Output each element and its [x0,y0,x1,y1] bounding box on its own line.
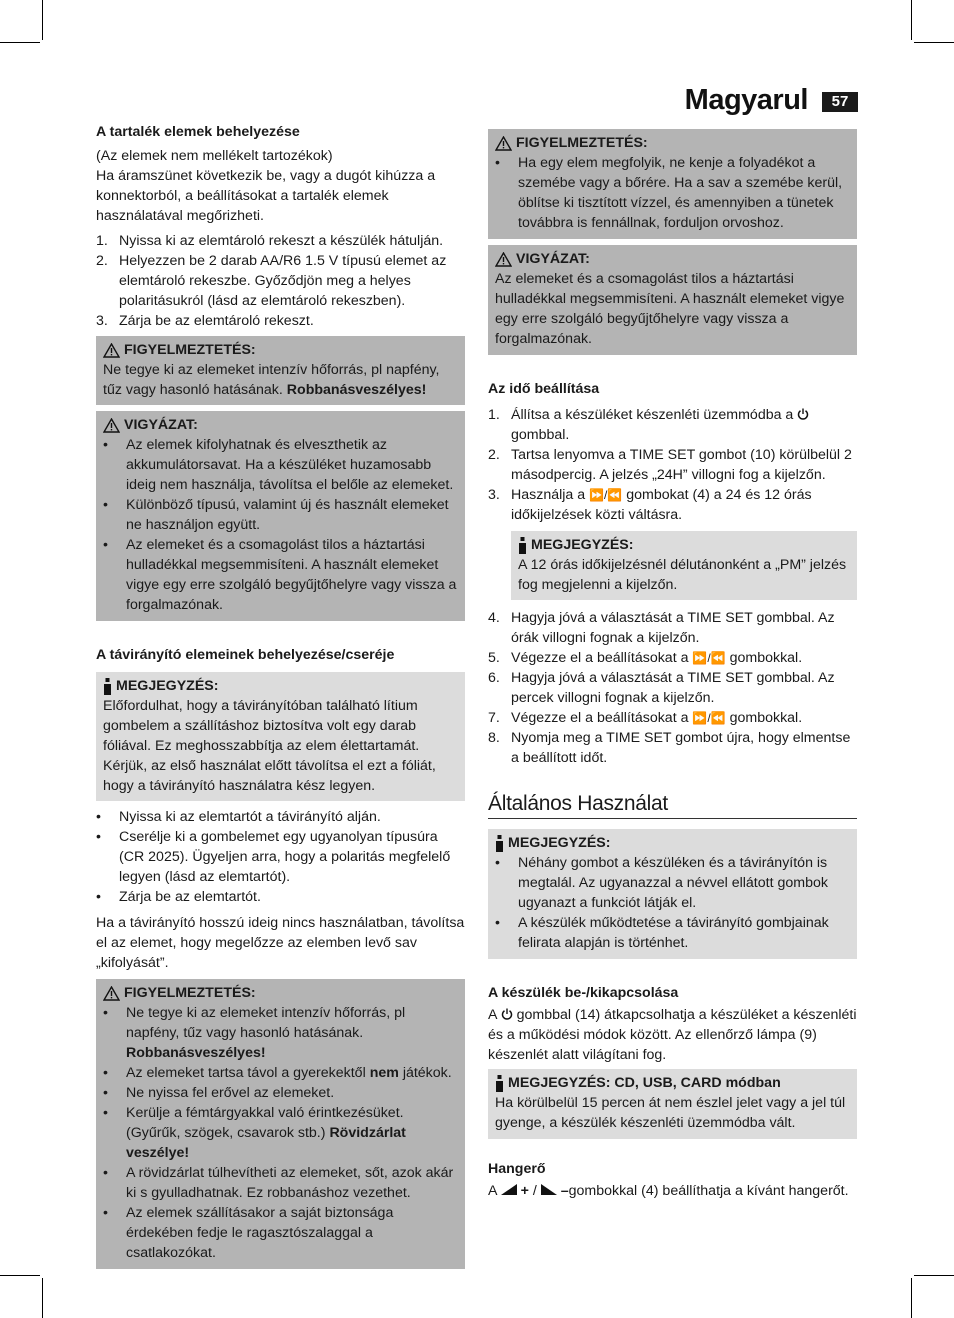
warning-box [488,129,857,239]
list-item: • A rövidzárlat túlhevítheti az elemeket, sőt, azok akár ki s gyulladhatnak. Ez robbanáshoz vezethet. [103,1165,454,1201]
note-text: Előfordulhat, hogy a távirányítóban található lítium gombelem a szállításhoz biztosítva volt egy darab fóliával. Ez meghosszabbítja az elem élettartamát. Kérjük, az első használat előtt távolítsa el ezt a fóliát, hogy a távirányító használatra kész legyen. [103,698,436,794]
note-box [488,1069,857,1139]
list-item: 5. Végezze el a beállításokat a ⏩/⏪ gombokkal. [488,650,803,666]
list-item: • Az elemeket és a csomagolást tilos a háztartási hulladékkal megsemmisíteni. A használt elemeket vigye egy erre szolgáló begyűjtőhelyre vagy vissza a forgalmazónak. [103,537,457,613]
fast-forward-rewind-icon: ⏩/⏪ [692,711,726,725]
note-text: A 12 órás időkijelzésnél délutánonként a „PM” jelzés fog megjelenni a kijelzőn. [518,557,847,593]
note-text: Ha körülbelül 15 percen át nem észlel jelet vagy a jel túl gyenge, a készülék készenléti üzemmódba vált. [495,1095,846,1131]
numbered-list [488,405,857,525]
list-item: 3. Zárja be az elemtároló rekeszt. [96,313,314,329]
warning-box [96,979,465,1269]
numbered-list [96,231,465,331]
note-box [488,829,857,959]
crop-mark [42,0,43,40]
paragraph: Ha a távirányító hosszú ideig nincs használatban, távolítsa el az elemet, hogy megelőzze az elemben levő sav „kifolyását”. [96,915,465,971]
page-number: 57 [822,92,858,112]
paragraph: A gombbal (14) átkapcsolhatja a készüléket a készenléti és a működési módok között. Az ellenőrző lámpa (9) készenlét alatt világítani fog. [488,1007,857,1063]
left-column [96,122,465,1269]
list-item: • Kerülje a fémtárgyakkal való érintkezésüket. (Gyűrűk, szögek, csavarok stb.) Rövidzárlat veszélye! [103,1105,406,1161]
note-title: MEGJEGYZÉS: [116,678,219,694]
note-title: MEGJEGYZÉS: [508,835,611,851]
list-item: 4. Hagyja jóvá a választását a TIME SET gombbal. Az órák villogni fognak a kijelzőn. [488,610,835,646]
volume-down-icon [541,1184,557,1195]
list-item: • Ha egy elem megfolyik, ne kenje a folyadékot a szemébe vagy a bőrére. Ha a sav a szemébe kerül, öblítse ki tisztított vízzel, és amennyiben a tünetek továbbra is fennállnak, forduljon orvoshoz. [495,155,843,231]
warning-text: Ne tegye ki az elemeket intenzív hőforrás, pl napfény, tűz vagy hasonló hatásának. Robbanásveszélyes! [103,362,440,398]
caution-text: Az elemeket és a csomagolást tilos a háztartási hulladékkal megsemmisíteni. A használt elemeket vigye egy erre szolgáló begyűjtőhelyre vagy vissza a forgalmazónak. [495,271,845,347]
info-icon [103,678,112,695]
crop-mark [0,1275,40,1276]
list-item: 3. Használja a ⏩/⏪ gombokat (4) a 24 és 12 órás időkijelzések közti váltásra. [488,487,812,523]
power-icon [797,408,809,420]
caution-box [488,245,857,355]
list-item: • Cserélje ki a gombelemet egy ugyanolyan típusúra (CR 2025). Ügyeljen arra, hogy a polaritás megfelelő legyen (lásd az elemtartót). [96,829,451,885]
warning-box [96,336,465,405]
bullet-list [495,853,850,953]
section-title-backup-batteries: A tartalék elemek behelyezése [96,124,300,140]
list-item: • Különböző típusú, valamint új és használt elemeket ne használjon együtt. [103,497,449,533]
warning-icon [103,343,120,358]
numbered-list [488,608,857,768]
list-item: 6. Hagyja jóvá a választását a TIME SET gombbal. Az percek villogni fognak a kijelzőn. [488,670,835,706]
list-item: 1. Állítsa a készüléket készenléti üzemmódba a gombbal. [488,405,857,445]
crop-mark [911,0,912,40]
list-item: • Ne nyissa fel erővel az elemeket. [103,1085,335,1101]
paragraph: (Az elemek nem mellékelt tartozékok) [96,148,333,164]
crop-mark [42,1278,43,1318]
list-item: 2. Helyezzen be 2 darab AA/R6 1.5 V típusú elemet az elemtároló rekeszbe. Győződjön meg a helyes polaritásukról (lásd az elemtároló rekeszben). [96,253,447,309]
list-item: 8. Nyomja meg a TIME SET gombot újra, hogy elmentse a beállított időt. [488,730,851,766]
section-title-on-off: A készülék be-/kikapcsolása [488,985,679,1001]
caution-title: VIGYÁZAT: [516,251,590,267]
section-title-time-setting: Az idő beállítása [488,381,600,397]
list-item: • Az elemeket tartsa távol a gyerekektől nem játékok. [103,1065,452,1081]
right-column [488,129,857,1201]
note-box [96,672,465,801]
crop-mark [914,1275,954,1276]
list-item: 1. Nyissa ki az elemtároló rekeszt a készülék hátulján. [96,233,444,249]
section-title-remote-batteries: A távirányító elemeinek behelyezése/cseréje [96,647,395,663]
note-title: MEGJEGYZÉS: CD, USB, CARD módban [508,1075,781,1091]
list-item: • Az elemek kifolyhatnak és elveszthetik az akkumulátorsavat. Ha a készüléket huzamosabb ideig nem használja, távolítsa el belőle az elemeket. [103,437,454,493]
warning-icon [495,136,512,151]
list-item: • Nyissa ki az elemtartót a távirányító alján. [96,809,381,825]
crop-mark [0,42,40,43]
list-item: • Néhány gombot a készüléken és a távirányítón is megtalál. Az ugyanazzal a névvel ellátott gombok ugyanazt a funkciót látják el. [495,855,828,911]
caution-title: VIGYÁZAT: [124,417,198,433]
list-item: • A készülék működtetése a távirányító gombjainak felirata alapján is történhet. [495,915,829,951]
page-title: Magyarul [684,84,808,116]
volume-up-icon [501,1184,517,1195]
bullet-list [103,435,458,615]
list-item: • Az elemek szállításakor a saját biztonsága érdekében fedje le ragasztószalaggal a csatlakozókat. [103,1205,394,1261]
crop-mark [911,1278,912,1318]
info-icon [495,835,504,852]
info-icon [518,537,527,554]
paragraph: A + / –gombokkal (4) beállíthatja a kívánt hangerőt. [488,1183,849,1199]
warning-icon [495,252,512,267]
info-icon [495,1075,504,1092]
caution-box [96,411,465,621]
warning-title: FIGYELMEZTETÉS: [124,985,256,1001]
bullet-list [495,153,850,233]
note-box [511,531,857,600]
paragraph: Ha áramszünet következik be, vagy a dugót kihúzza a konnektorból, a beállításokat a tartalék elemek használatával megőrizheti. [96,168,436,224]
power-icon [501,1008,513,1020]
fast-forward-rewind-icon: ⏩/⏪ [589,488,623,502]
bullet-list [103,1003,458,1263]
section-title-volume: Hangerő [488,1161,546,1177]
note-title: MEGJEGYZÉS: [531,537,634,553]
warning-title: FIGYELMEZTETÉS: [124,342,256,358]
warning-icon [103,418,120,433]
list-item: • Ne tegye ki az elemeket intenzív hőforrás, pl napfény, tűz vagy hasonló hatásának. Robbanásveszélyes! [103,1005,406,1061]
fast-forward-rewind-icon: ⏩/⏪ [692,651,726,665]
list-item: 2. Tartsa lenyomva a TIME SET gombot (10) körülbelül 2 másodpercig. A jelzés „24H” villogni fog a kijelzőn. [488,447,852,483]
warning-icon [103,986,120,1001]
crop-mark [914,42,954,43]
list-item: • Zárja be az elemtartót. [96,889,261,905]
warning-title: FIGYELMEZTETÉS: [516,135,648,151]
bullet-list [96,807,465,907]
list-item: 7. Végezze el a beállításokat a ⏩/⏪ gombokkal. [488,710,803,726]
section-heading-general-use: Általános Használat [488,794,857,819]
